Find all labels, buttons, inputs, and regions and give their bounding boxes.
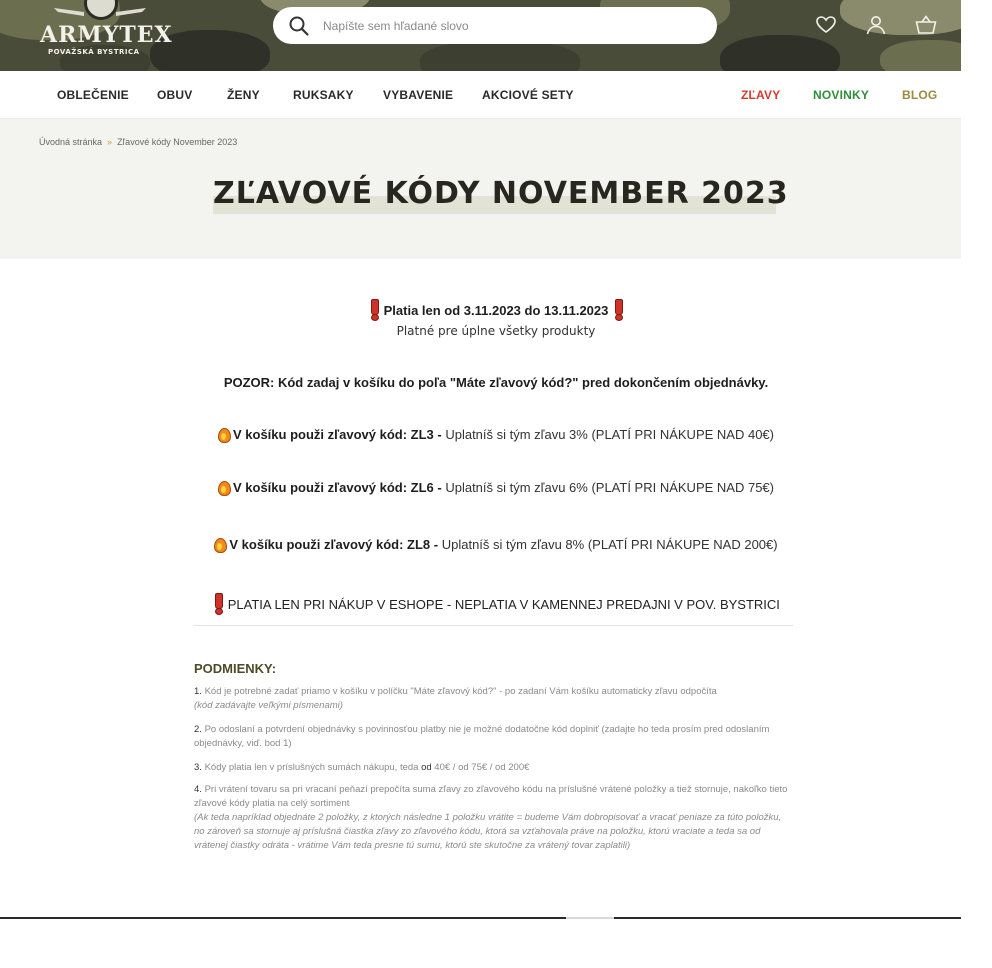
nav-item-novinky[interactable]: NOVINKY: [813, 88, 870, 102]
nav-item-zlavy[interactable]: ZĽAVY: [741, 88, 781, 102]
condition-amounts: 40€ / od 75€ / od 200€: [431, 762, 530, 773]
code-prefix: V košíku použi zľavový kód: ZL8 -: [229, 537, 442, 552]
condition-note: (kód zadávajte veľkými písmenami): [194, 700, 343, 711]
condition-text: Kód je potrebné zadať priamo v košíku v políčku "Máte zľavový kód?" - po zadaní Vám košíku automaticky zľavu odpočíta: [204, 686, 717, 697]
condition-item: [194, 761, 794, 775]
torn-edge: [0, 230, 961, 270]
validity-subtitle: Platné pre úplne všetky produkty: [396, 324, 596, 338]
footer-accent: [566, 917, 614, 919]
nav-item-blog[interactable]: BLOG: [902, 88, 938, 102]
footer-divider: [0, 917, 961, 919]
site-header: [0, 0, 961, 71]
eshop-note: [0, 593, 992, 613]
logo-subtitle: POVAŽSKÁ BYSTRICA: [48, 48, 140, 56]
breadcrumb-separator: »: [107, 137, 113, 147]
search-icon[interactable]: [288, 15, 310, 37]
condition-number: 1.: [194, 686, 202, 697]
code-line-zl6: [0, 480, 992, 495]
condition-number: 2.: [194, 724, 202, 735]
nav-item-oblecenie[interactable]: OBLEČENIE: [57, 88, 129, 102]
nav-item-obuv[interactable]: OBUV: [157, 88, 193, 102]
code-text: Uplatníš si tým zľavu 8% (PLATÍ PRI NÁKUPE NAD 200€): [441, 537, 778, 552]
nav-item-zeny[interactable]: ŽENY: [227, 88, 260, 102]
validity-title: [0, 299, 992, 319]
exclamation-icon: [615, 299, 621, 319]
code-line-zl3: [0, 427, 992, 442]
divider: [193, 625, 793, 626]
conditions-title: PODMIENKY:: [194, 661, 277, 676]
condition-text: Pri vrátení tovaru sa pri vracaní peňazí prepočíta suma zľavy zo zľavového kódu na príslušné vrátené položky a tiež stornuje, nakoľko tieto zľavové kódy platia na celý sortiment: [194, 784, 788, 809]
nav-item-ruksaky[interactable]: RUKSAKY: [293, 88, 354, 102]
condition-item: [194, 685, 794, 713]
camo-pattern: [420, 40, 580, 71]
breadcrumb-current: Zľavové kódy November 2023: [117, 137, 238, 147]
nav-item-akciove-sety[interactable]: AKCIOVÉ SETY: [482, 88, 574, 102]
condition-text: Kódy platia len v príslušných sumách nákupu, teda: [204, 762, 422, 773]
code-line-zl8: [0, 537, 992, 552]
breadcrumb-home[interactable]: Úvodná stránka: [39, 137, 103, 147]
code-prefix: V košíku použi zľavový kód: ZL6 -: [233, 480, 446, 495]
nav-item-vybavenie[interactable]: VYBAVENIE: [383, 88, 454, 102]
search-input[interactable]: [323, 7, 703, 44]
fire-icon: [218, 427, 229, 441]
armytex-logo[interactable]: [40, 0, 173, 60]
warning-text: POZOR: Kód zadaj v košíku do poľa "Máte zľavový kód?" pred dokončením objednávky.: [223, 375, 769, 390]
condition-number: 4.: [194, 784, 202, 795]
code-text: Uplatníš si tým zľavu 3% (PLATÍ PRI NÁKUPE NAD 40€): [445, 427, 774, 442]
breadcrumb: [39, 137, 237, 147]
condition-note: (Ak teda napríklad objednáte 2 položky, z ktorých následne 1 položku vrátite = budeme Vám dobropisovať a vracať peniaze za túto položku, no zároveň sa stornuje aj príslušná čiastka zľavy zo zľavového kódu, ktorá sa vzťahovala práve na položku, ktorú vraciate a teda sa od vrátenej čiastky odráta - vrátime Vám teda presne tú sumu, ktorú ste skutočne za vrátený tovar zaplatili): [194, 812, 782, 851]
page-title-block: [213, 174, 789, 214]
camo-pattern: [840, 0, 961, 35]
fire-icon: [218, 480, 229, 494]
heart-icon[interactable]: [815, 14, 837, 36]
condition-number: 3.: [194, 762, 202, 773]
condition-od: od: [421, 762, 432, 773]
exclamation-icon: [371, 299, 377, 319]
exclamation-icon: [215, 593, 221, 613]
validity-text: Platia len od 3.11.2023 do 13.11.2023: [383, 303, 609, 318]
code-text: Uplatníš si tým zľavu 6% (PLATÍ PRI NÁKUPE NAD 75€): [445, 480, 774, 495]
eshop-note-text: PLATIA LEN PRI NÁKUP V ESHOPE - NEPLATIA V KAMENNEJ PREDAJNI V POV. BYSTRICI: [227, 597, 780, 612]
code-prefix: V košíku použi zľavový kód: ZL3 -: [233, 427, 446, 442]
user-icon[interactable]: [865, 14, 887, 36]
camo-pattern: [720, 35, 840, 71]
search-bar: [273, 7, 717, 44]
condition-text: Po odoslaní a potvrdení objednávky s povinnosťou platby nie je možné dodatočne kód doplniť (zadajte ho teda prosím pred odoslaním objednávky, viď. bod 1): [194, 724, 770, 749]
main-navigation: [0, 71, 961, 119]
condition-item: [194, 723, 794, 751]
fire-icon: [214, 537, 225, 551]
basket-icon[interactable]: [915, 14, 937, 36]
logo-text: ARMYTEX: [40, 22, 173, 48]
page-title: ZĽAVOVÉ KÓDY NOVEMBER 2023: [213, 176, 789, 211]
condition-item: [194, 783, 794, 853]
camo-pattern: [880, 40, 961, 71]
